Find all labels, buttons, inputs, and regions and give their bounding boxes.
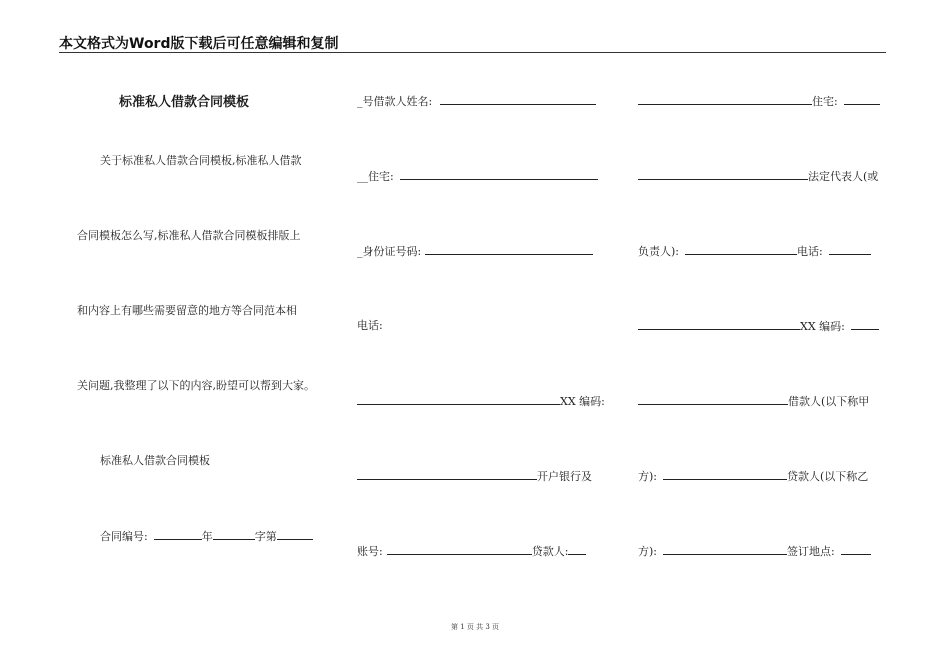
blank-field <box>663 544 787 555</box>
phone-label: 电话: <box>797 245 823 258</box>
contract-number-label: 合同编号: <box>100 530 148 543</box>
blank-field <box>844 94 880 105</box>
page-number: 第 1 页 共 3 页 <box>450 623 500 631</box>
party-a-line <box>638 469 868 484</box>
borrower-name-label: _号借款人姓名: <box>357 95 433 108</box>
blank-field <box>277 529 313 540</box>
blank-field <box>638 394 788 405</box>
borrower-name-line <box>357 94 596 109</box>
blank-field <box>357 469 537 480</box>
document-header-title: 本文格式为Word版下载后可任意编辑和复制 <box>59 36 339 52</box>
lender-label: 贷款人: <box>531 545 569 558</box>
legal-rep-line <box>638 169 878 184</box>
id-number-line <box>357 244 593 259</box>
blank-field <box>213 529 255 540</box>
responsible-label: 负责人): <box>638 245 679 258</box>
sign-place-label: 签订地点: <box>787 545 835 558</box>
responsible-line <box>638 244 871 259</box>
residence-label: __住宅: <box>357 170 394 183</box>
postcode-line <box>357 394 605 409</box>
blank-field <box>638 94 812 105</box>
lender-party-label: 贷款人(以下称乙 <box>787 470 869 483</box>
intro-line-4: 关问题,我整理了以下的内容,盼望可以帮到大家。 <box>77 379 315 392</box>
right-residence-line <box>638 94 880 109</box>
blank-field <box>638 319 800 330</box>
postcode-label: XX 编码: <box>560 395 605 408</box>
intro-line-2: 合同模板怎么写,标准私人借款合同模板排版上 <box>77 229 301 242</box>
blank-field <box>440 94 596 105</box>
contract-number-line <box>100 529 313 544</box>
phone-line: 电话: <box>357 319 383 332</box>
account-line <box>357 544 586 559</box>
blank-field <box>638 169 808 180</box>
blank-field <box>357 394 560 405</box>
blank-field <box>425 244 593 255</box>
residence-label: 住宅: <box>812 95 838 108</box>
header-divider <box>59 52 886 53</box>
bank-line <box>357 469 592 484</box>
blank-field <box>400 169 598 180</box>
right-postcode-line <box>638 319 879 334</box>
blank-field <box>851 319 879 330</box>
id-number-label: _身份证号码: <box>357 245 422 258</box>
borrower-party-line <box>638 394 869 409</box>
blank-field <box>387 544 532 555</box>
blank-field <box>663 469 787 480</box>
postcode-label: XX 编码: <box>800 320 845 333</box>
intro-line-1: 关于标准私人借款合同模板,标准私人借款 <box>100 154 302 167</box>
account-label: 账号: <box>357 545 383 558</box>
bank-label: 开户银行及 <box>537 470 592 483</box>
blank-field <box>568 544 586 555</box>
intro-line-3: 和内容上有哪些需要留意的地方等合同范本相 <box>77 304 297 317</box>
blank-field <box>829 244 871 255</box>
legal-rep-label: 法定代表人(或 <box>808 170 879 183</box>
party-b-label: 方): <box>638 545 657 558</box>
blank-field <box>841 544 871 555</box>
blank-field <box>154 529 202 540</box>
contract-title: 标准私人借款合同模板 <box>119 95 250 110</box>
residence-line <box>357 169 598 184</box>
year-label: 年 <box>201 530 213 543</box>
word-label: 字第 <box>254 530 277 543</box>
contract-subtitle: 标准私人借款合同模板 <box>100 454 210 467</box>
blank-field <box>685 244 797 255</box>
party-b-line <box>638 544 871 559</box>
borrower-party-label: 借款人(以下称甲 <box>788 395 870 408</box>
party-a-label: 方): <box>638 470 657 483</box>
